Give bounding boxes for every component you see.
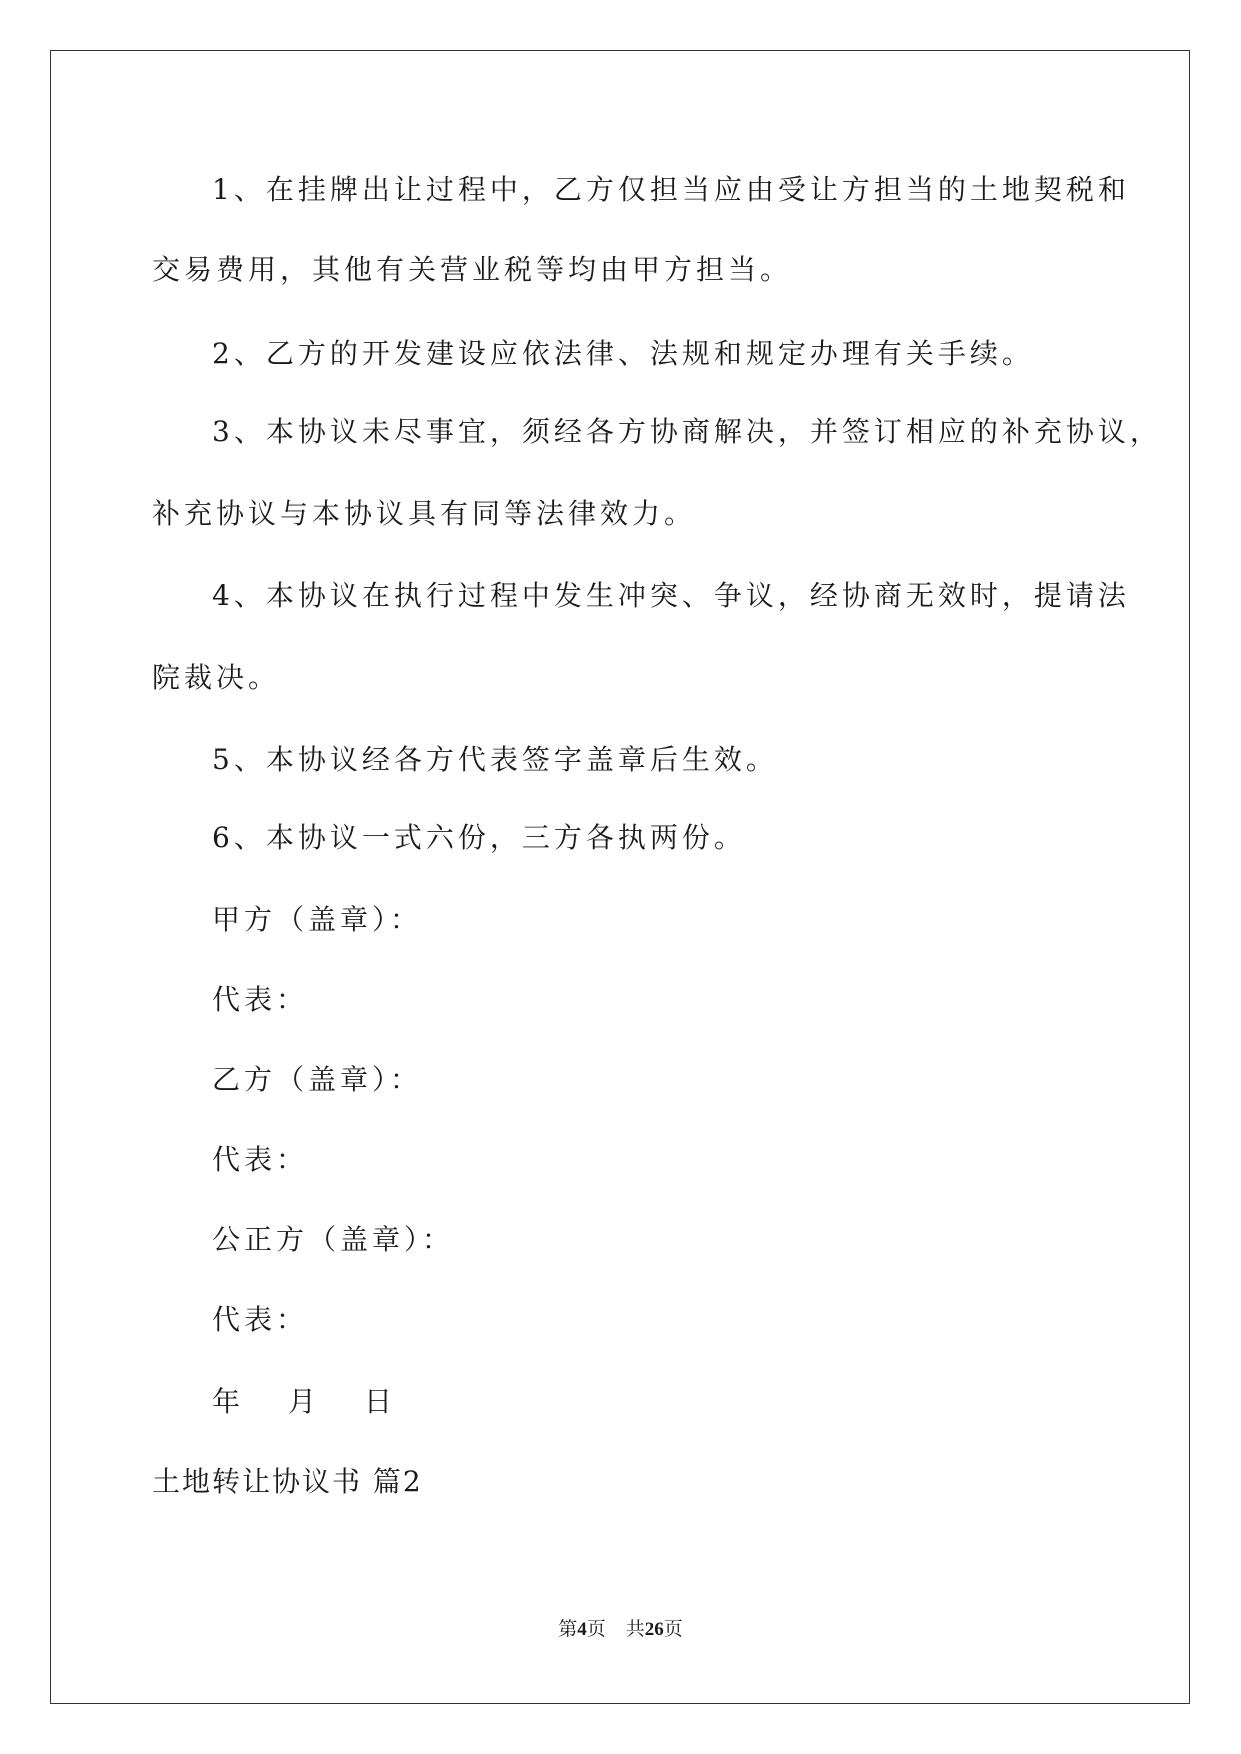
party-a-representative-label: 代表： xyxy=(212,983,309,1016)
paragraph-3-line-1: 3、本协议未尽事宜，须经各方协商解决，并签订相应的补充协议， xyxy=(212,415,1162,448)
party-b-representative-label: 代表： xyxy=(212,1143,309,1176)
page-footer xyxy=(0,1618,1241,1642)
footer-page-number: 4 xyxy=(577,1619,587,1640)
notary-seal-label: 公正方（盖章）： xyxy=(212,1223,455,1256)
party-b-seal-label: 乙方（盖章）： xyxy=(212,1063,423,1096)
paragraph-4-line-1: 4、本协议在执行过程中发生冲突、争议，经协商无效时，提请法 xyxy=(212,579,1130,612)
page-border xyxy=(50,50,1190,1704)
paragraph-3-line-2: 补充协议与本协议具有同等法律效力。 xyxy=(152,497,697,530)
section-heading: 土地转让协议书 篇2 xyxy=(152,1465,423,1498)
paragraph-1-line-1: 1、在挂牌出让过程中，乙方仅担当应由受让方担当的土地契税和 xyxy=(212,173,1130,206)
paragraph-4-line-2: 院裁决。 xyxy=(152,661,281,694)
footer-total-pages: 26 xyxy=(644,1619,664,1640)
paragraph-2: 2、乙方的开发建设应依法律、法规和规定办理有关手续。 xyxy=(212,337,1034,370)
footer-total-suffix: 页 xyxy=(663,1619,683,1640)
footer-total-prefix: 共 xyxy=(625,1619,645,1640)
footer-prefix: 第 xyxy=(558,1619,578,1640)
party-a-seal-label: 甲方（盖章）： xyxy=(212,903,423,936)
footer-page-suffix: 页 xyxy=(586,1619,606,1640)
paragraph-1-line-2: 交易费用，其他有关营业税等均由甲方担当。 xyxy=(152,253,793,286)
date-line: 年 月 日 xyxy=(212,1385,403,1418)
notary-representative-label: 代表： xyxy=(212,1303,309,1336)
paragraph-6: 6、本协议一式六份，三方各执两份。 xyxy=(212,821,746,854)
paragraph-5: 5、本协议经各方代表签字盖章后生效。 xyxy=(212,743,778,776)
